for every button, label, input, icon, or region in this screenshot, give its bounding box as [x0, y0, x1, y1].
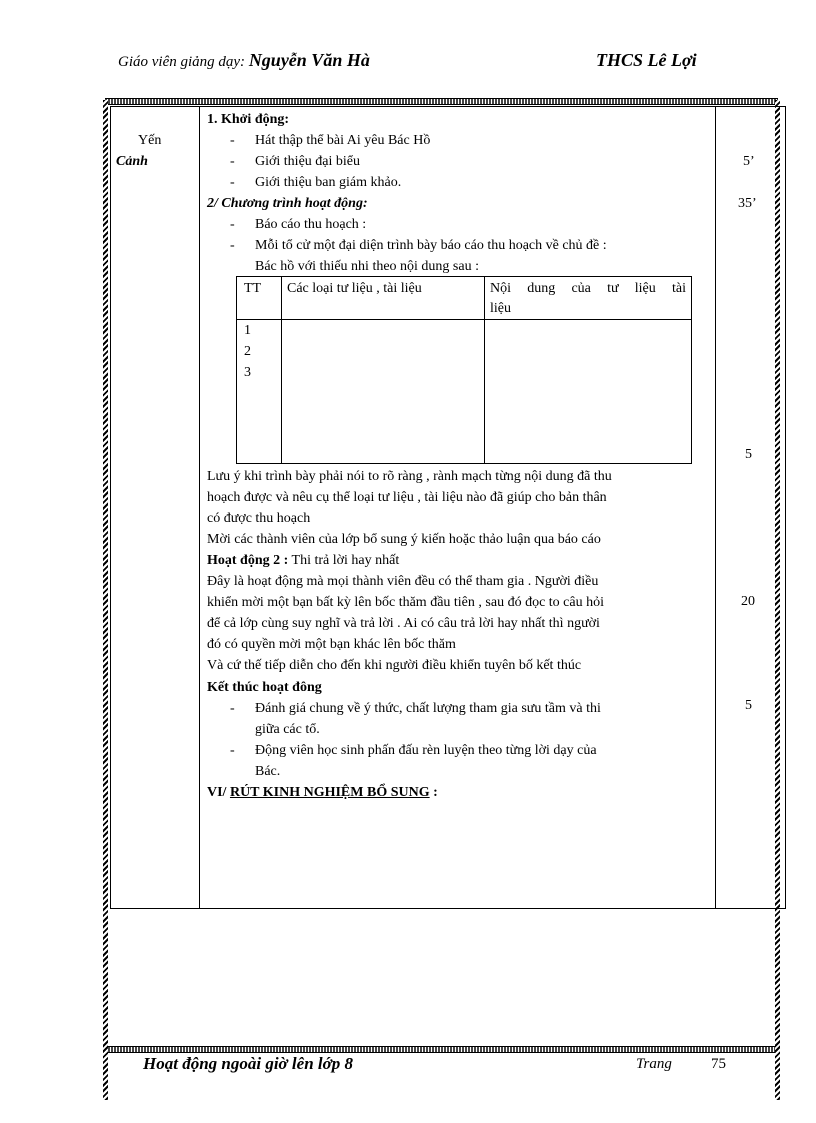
activity2-line: khiển mời một bạn bất kỳ lên bốc thăm đầu tiên , sau đó đọc to câu hỏi	[207, 595, 604, 610]
teacher-label: Giáo viên giảng dạy:	[118, 54, 246, 70]
list-dash: -	[230, 175, 235, 190]
table-col-divider	[281, 276, 282, 464]
list-dash: -	[230, 238, 235, 253]
section6-suffix: :	[429, 785, 438, 800]
table-header-tt: TT	[244, 281, 262, 296]
footer-title: Hoạt động ngoài giờ lên lớp 8	[143, 1054, 353, 1073]
table-row-number: 2	[244, 344, 251, 359]
activity2-line: để cả lớp cùng suy nghĩ và trả lời . Ai có câu trả lời hay nhất thì người	[207, 616, 600, 631]
list-item-continuation: Bác hồ với thiếu nhi theo nội dung sau :	[255, 259, 479, 274]
table-row-number: 3	[244, 365, 251, 380]
list-item: Hát thập thể bài Ai yêu Bác Hồ	[255, 133, 431, 148]
list-dash: -	[230, 217, 235, 232]
list-dash: -	[230, 154, 235, 169]
left-col-line1: Yến	[138, 133, 162, 148]
header-school: THCS Lê Lợi	[596, 50, 697, 70]
section2-title: 2/ Chương trình hoạt động:	[207, 196, 368, 211]
activity2-line: đó có quyền mời một bạn khác lên bốc thăm	[207, 637, 456, 652]
list-dash: -	[230, 701, 235, 716]
time-value: 5’	[743, 154, 755, 169]
left-col-line2: Cảnh	[116, 154, 148, 169]
note-line: Mời các thành viên của lớp bổ sung ý kiến hoặc thảo luận qua báo cáo	[207, 532, 601, 547]
materials-table	[236, 276, 692, 464]
section6-heading	[207, 782, 438, 804]
list-item-continuation: Bác.	[255, 764, 281, 779]
list-item: Giới thiệu đại biểu	[255, 154, 360, 169]
list-item: Mỗi tổ cử một đại diện trình bày báo cáo thu hoạch về chủ đề :	[255, 238, 607, 253]
table-header-materials: Các loại tư liệu , tài liệu	[287, 281, 422, 296]
activity2-line: Và cứ thế tiếp diễn cho đến khi người điều khiển tuyên bố kết thúc	[207, 658, 582, 673]
table-header-divider	[236, 319, 692, 320]
section1-title: 1. Khởi động:	[207, 112, 290, 127]
note-line: Lưu ý khi trình bày phải nói to rõ ràng , rành mạch từng nội dung đã thu	[207, 469, 612, 484]
section6-title: RÚT KINH NGHIỆM BỔ SUNG	[229, 785, 430, 800]
activity2-heading	[207, 550, 399, 572]
table-header-content-2: liệu	[490, 301, 511, 316]
time-value: 35’	[738, 196, 757, 211]
header-teacher	[118, 50, 370, 71]
column-divider	[199, 106, 200, 909]
list-item: Đánh giá chung về ý thức, chất lượng tham gia sưu tầm và thi	[255, 701, 601, 716]
time-value: 5	[745, 698, 752, 713]
page-border-bottom	[105, 1046, 778, 1053]
list-item: Báo cáo thu hoạch :	[255, 217, 367, 232]
note-line: có được thu hoạch	[207, 511, 311, 526]
page-border-top	[105, 98, 778, 105]
table-header-content: Nội dung của tư liệu tài	[490, 281, 686, 296]
time-value: 5	[745, 447, 752, 462]
section6-prefix: VI/	[207, 785, 227, 800]
activity2-title: Hoạt động 2 :	[207, 553, 289, 568]
list-dash: -	[230, 133, 235, 148]
list-item: Động viên học sinh phấn đấu rèn luyện theo từng lời dạy của	[255, 743, 597, 758]
column-divider	[715, 106, 716, 909]
list-dash: -	[230, 743, 235, 758]
table-row-number: 1	[244, 323, 251, 338]
time-value: 20	[741, 594, 755, 609]
activity2-line: Đây là hoạt động mà mọi thành viên đều có thể tham gia . Người điều	[207, 574, 599, 589]
page-border-left	[103, 100, 108, 1100]
table-col-divider	[484, 276, 485, 464]
list-item: Giới thiệu ban giám khảo.	[255, 175, 402, 190]
list-item-continuation: giữa các tổ.	[255, 722, 320, 737]
teacher-name: Nguyễn Văn Hà	[248, 50, 370, 70]
activity2-title-rest: Thi trả lời hay nhất	[291, 553, 400, 568]
footer-page-number: 75	[711, 1056, 726, 1072]
footer-page-label: Trang	[636, 1056, 672, 1072]
ending-title: Kết thúc hoạt đông	[207, 680, 322, 695]
note-line: hoạch được và nêu cụ thể loại tư liệu , tài liệu nào đã giúp cho bản thân	[207, 490, 607, 505]
